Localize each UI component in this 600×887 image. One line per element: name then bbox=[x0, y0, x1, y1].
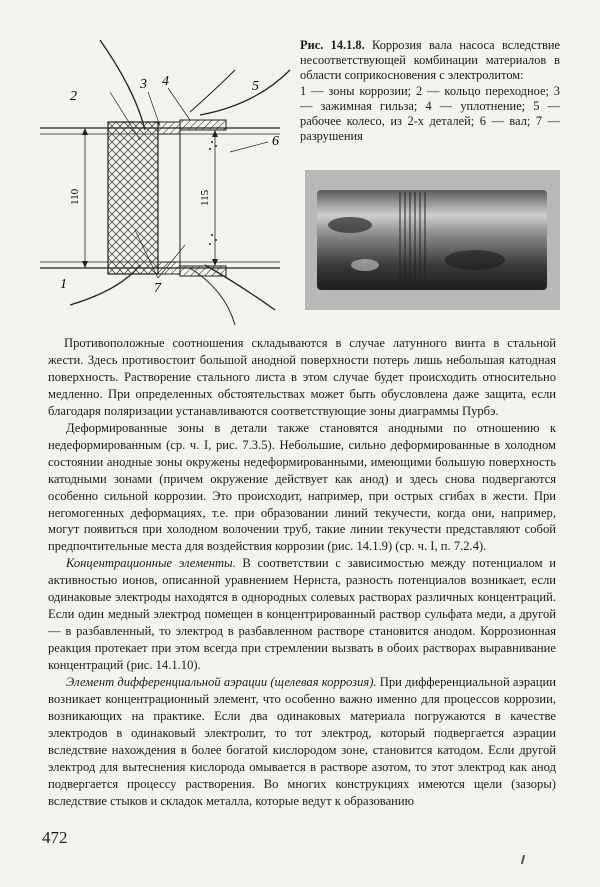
scan-mark bbox=[521, 855, 525, 864]
figure-caption-text: Коррозия вала насоса вследствие несоответствующей комбинации материалов в области соприкосновения с электролитом: bbox=[300, 38, 560, 83]
dimension-110: 110 bbox=[69, 188, 81, 205]
figure-caption-legend: 1 — зоны коррозии; 2 — кольцо переходное; 3 — зажимная гильза; 4 — уплотнение; 5 — рабочее колесо, из 2-х деталей; 6 — вал; 7 — разрушения bbox=[300, 83, 560, 144]
drawing-label-6: 6 bbox=[272, 134, 279, 149]
paragraph-concentration: Концентрационные элементы. В соответствии с зависимостью между потенциалом и активностью ионов, описанной уравнением Нернста, разность потенциалов возникает, если одинаковые электроды находятся в однородных солевых растворах различных концентраций. Если один медный электрод помещен в концентрированный раствор сульфата меди, а другой — в разбавленный, то электрод в разбавленном растворе становится анодом. Коррозионная реакция протекает при этом всегда при стремлении вызвать в обоих растворах выравнивание концентраций (рис. 14.1.10). bbox=[48, 556, 556, 673]
clamping-sleeve bbox=[108, 122, 158, 274]
heading-concentration: Концентрационные элементы. bbox=[66, 556, 236, 571]
heading-aeration: Элемент дифференциальной аэрации (щелевая коррозия). bbox=[66, 675, 377, 690]
paragraph-aeration: Элемент дифференциальной аэрации (щелевая коррозия). При дифференциальной аэрации возникает концентрационный элемент, что особенно важно именно для процессов коррозии, возникающих на практике. Если два одинаковых материала погружаются в качестве электродов в одинаковый электролит, то тот электрод, который подвергается аэрации вследствие нахождения в более богатой кислородом зоне, становится катодом. Если другой электрод для вытеснения кислорода омывается в растворе азотом, то этот электрод как анод подвергается процессу растворения. Во многих конструкциях имеются щели (зазоры) вследствие стыков и складок металла, которые ведут к образованию bbox=[48, 675, 556, 808]
page-number: 472 bbox=[42, 828, 68, 847]
drawing-label-2: 2 bbox=[70, 89, 77, 104]
dimension-115: 115 bbox=[199, 189, 211, 206]
impeller-upper-left-curve bbox=[100, 40, 145, 130]
drawing-label-5: 5 bbox=[252, 79, 259, 94]
drawing-label-1: 1 bbox=[60, 277, 67, 292]
pump-shaft-drawing bbox=[40, 30, 305, 330]
impeller-upper-right-curve bbox=[200, 70, 290, 115]
figure-caption-label: Рис. 14.1.8. bbox=[300, 38, 365, 52]
corroded-shaft-photo bbox=[305, 170, 560, 310]
drawing-label-7: 7 bbox=[154, 281, 161, 296]
figure-caption bbox=[300, 38, 560, 144]
drawing-label-4: 4 bbox=[162, 74, 169, 89]
body-text bbox=[48, 335, 556, 810]
drawing-label-3: 3 bbox=[140, 77, 147, 92]
paragraph-1: Противоположные соотношения складываются в случае латунного винта в стальной жести. Здесь противостоит большой анодной поверхности потерь лишь небольшая катодная поверхность. Растворение стального листа в этом случае будет происходить относительно медленно. При определенных обстоятельствах может быть обусловлена даже защита, если благодаря поляризации устанавливаются соответствующие зоны диаграммы Пурбэ. bbox=[48, 336, 556, 418]
paragraph-2: Деформированные зоны в детали также становятся анодными по отношению к недеформированным (ср. ч. I, рис. 7.3.5). Небольшие, сильно деформированные в холодном состоянии анодные зоны окружены недеформированными, имеющими большую поверхность катодными зонами (причем окружение действует как анод) и здесь снова подвергаются особенно сильной коррозии. Это происходит, например, при острых сгибах в жести. При негомогенных деформациях, т.е. при образовании линий текучести, когда они, например, могут появиться при холодном волочении труб, такие линии текучести представляют собой предпочтительные места для воздействия коррозии (рис. 14.1.9) (ср. ч. I, п. 7.2.4). bbox=[48, 420, 556, 554]
